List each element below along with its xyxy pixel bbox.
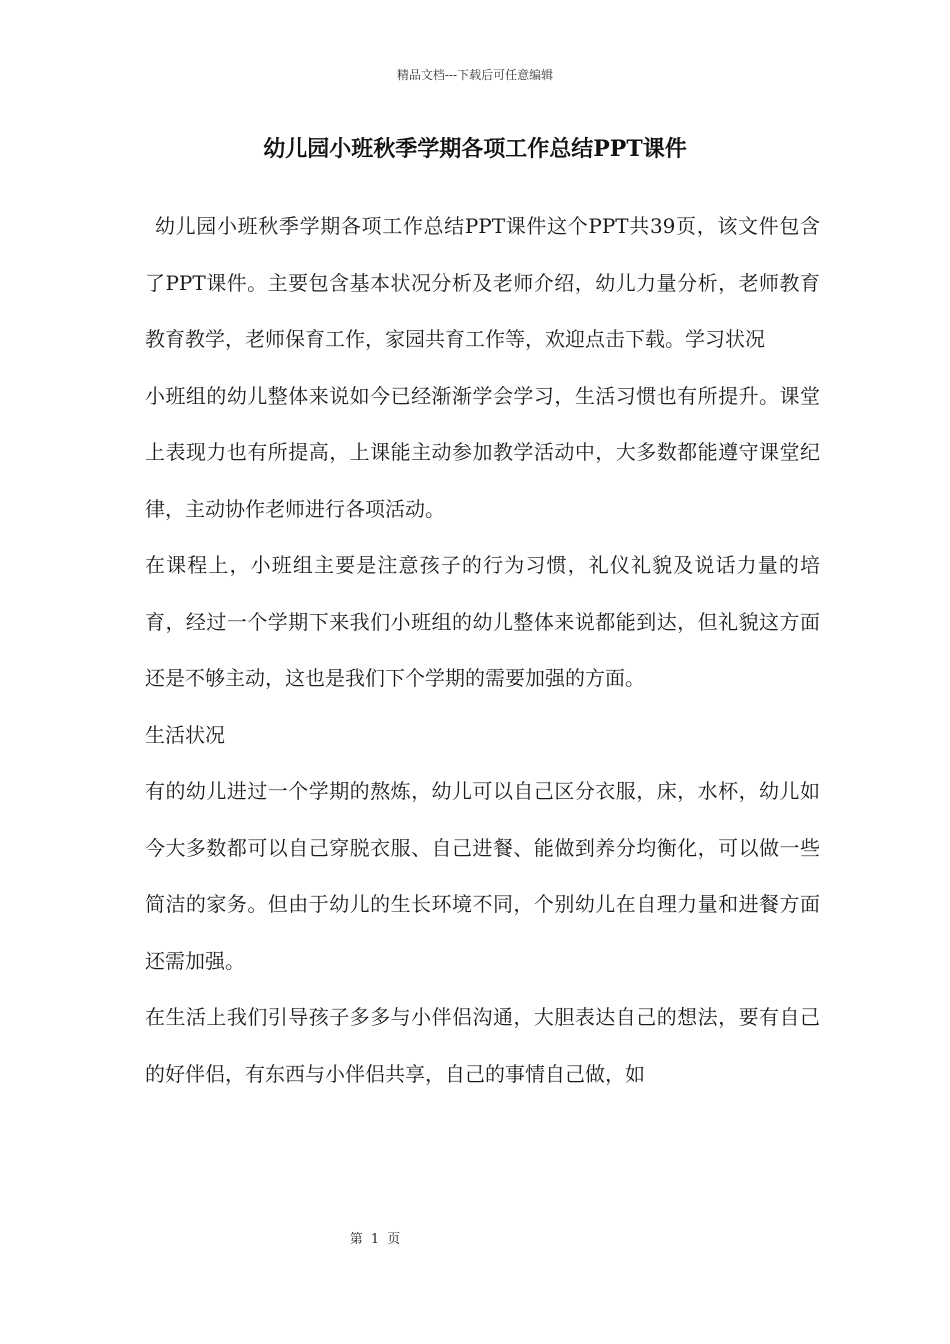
paragraph-learning: 小班组的幼儿整体来说如今已经渐渐学会学习，生活习惯也有所提升。课堂上表现力也有所提高，上课能主动参加教学活动中，大多数都能遵守课堂纪律，主动协作老师进行各项活动。 [145, 383, 820, 521]
header-note: 精品文档---下载后可任意编辑 [396, 68, 554, 82]
paragraph-intro: 幼儿园小班秋季学期各项工作总结PPT课件这个PPT共39页，该文件包含了PPT课件。主要包含基本状况分析及老师介绍，幼儿力量分析，老师教育教育教学，老师保育工作，家园共育工作等，欢迎点击下载。学习状况 [145, 214, 820, 351]
paragraph-social: 在生活上我们引导孩子多多与小伴侣沟通，大胆表达自己的想法，要有自己的好伴侣，有东西与小伴侣共享，自己的事情自己做，如 [145, 1005, 820, 1086]
document-title: 幼儿园小班秋季学期各项工作总结PPT课件 [263, 136, 687, 162]
paragraph-life: 有的幼儿进过一个学期的熬炼，幼儿可以自己区分衣服，床，水杯，幼儿如今大多数都可以自己穿脱衣服、自己进餐、能做到养分均衡化，可以做一些简洁的家务。但由于幼儿的生长环境不同，个别幼儿在自理力量和进餐方面还需加强。 [145, 779, 820, 973]
document-body [145, 198, 820, 1102]
section-heading-life: 生活状况 [145, 722, 225, 747]
paragraph-curriculum: 在课程上，小班组主要是注意孩子的行为习惯，礼仪礼貌及说话力量的培育，经过一个学期下来我们小班组的幼儿整体来说都能到达，但礼貌这方面还是不够主动，这也是我们下个学期的需要加强的方面。 [145, 553, 820, 690]
page-number: 第 1 页 [349, 1232, 401, 1247]
